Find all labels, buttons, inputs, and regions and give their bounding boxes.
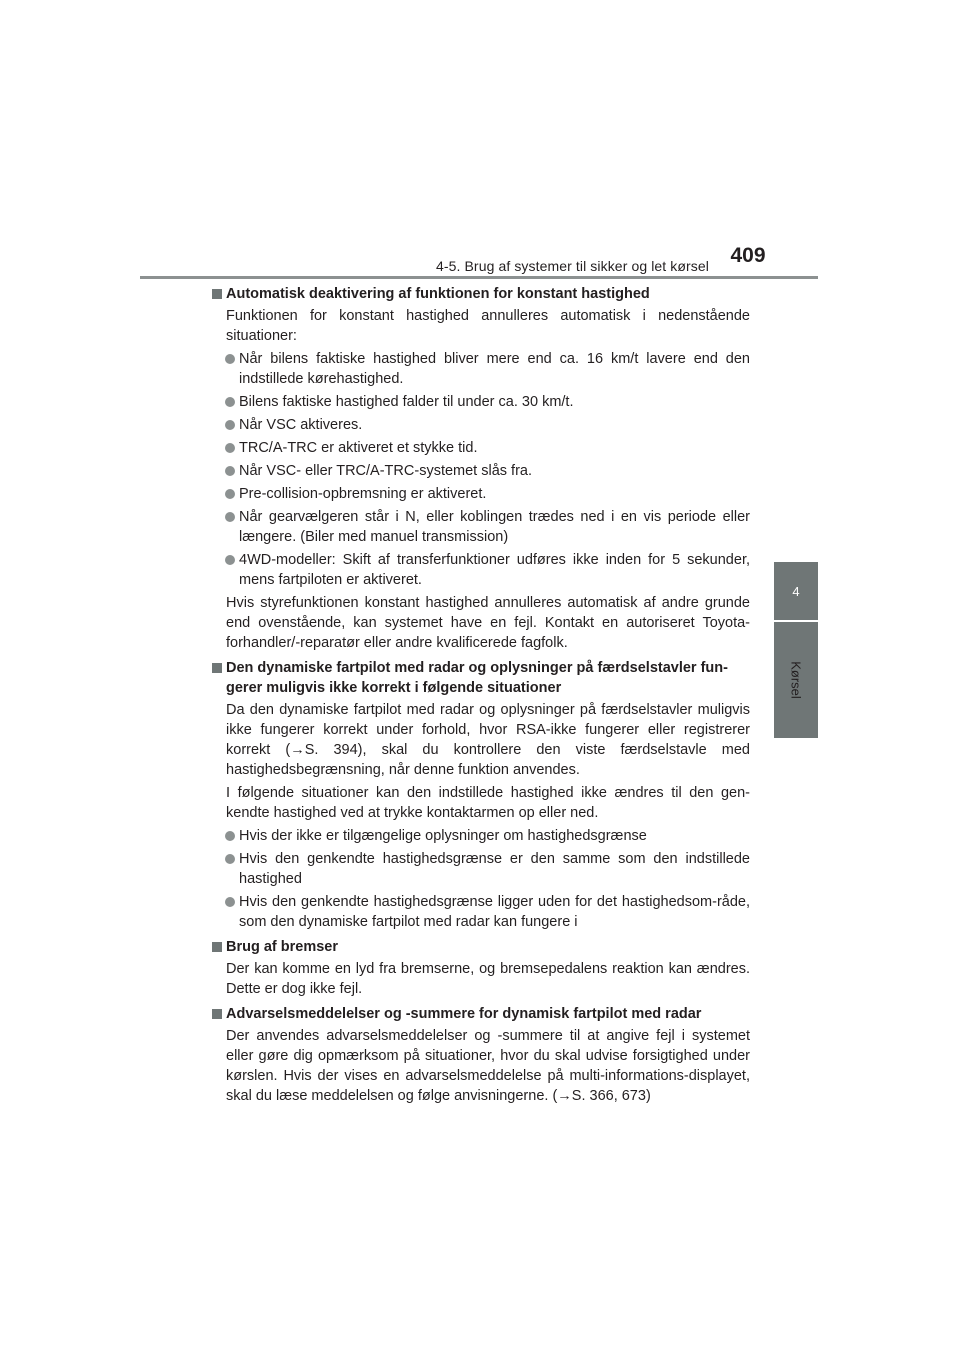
- square-bullet-icon: [212, 1009, 222, 1019]
- list-item: Når bilens faktiske hastighed bliver mere end ca. 16 km/t lavere end den indstillede kørehastighed.: [210, 349, 750, 389]
- round-bullet-icon: [225, 555, 235, 565]
- list-item: Når VSC- eller TRC/A-TRC-systemet slås fra.: [210, 461, 750, 481]
- square-bullet-icon: [212, 663, 222, 673]
- round-bullet-icon: [225, 354, 235, 364]
- round-bullet-icon: [225, 512, 235, 522]
- round-bullet-icon: [225, 443, 235, 453]
- paragraph: Funktionen for konstant hastighed annulleres automatisk i nedenstående situationer:: [226, 308, 750, 344]
- paragraph: Der kan komme en lyd fra bremserne, og bremsepedalens reaktion kan ændres. Dette er dog ikke fejl.: [226, 961, 750, 997]
- square-bullet-icon: [212, 289, 222, 299]
- list-item: 4WD-modeller: Skift af transferfunktioner udføres ikke inden for 5 sekunder, mens fartpiloten er aktiveret.: [210, 550, 750, 590]
- list-item: Hvis der ikke er tilgængelige oplysninger om hastighedsgrænse: [210, 826, 750, 846]
- round-bullet-icon: [225, 397, 235, 407]
- section-heading-brakes: Brug af bremser: [210, 937, 750, 957]
- list-item: Når gearvælgeren står i N, eller koblingen trædes ned i en vis periode eller længere. (Biler med manuel transmission): [210, 507, 750, 547]
- list-item: Bilens faktiske hastighed falder til under ca. 30 km/t.: [210, 392, 750, 412]
- square-bullet-icon: [212, 942, 222, 952]
- list-item: TRC/A-TRC er aktiveret et stykke tid.: [210, 438, 750, 458]
- page-content: [210, 279, 750, 1109]
- list-item: Pre-collision-opbremsning er aktiveret.: [210, 484, 750, 504]
- section-heading-road-signs: Den dynamiske fartpilot med radar og oplysninger på færdselstavler fun-gerer muligvis ikke korrekt i følgende situationer: [210, 658, 750, 698]
- round-bullet-icon: [225, 466, 235, 476]
- list-item: Hvis den genkendte hastighedsgrænse ligger uden for det hastighedsom-råde, som den dynamiske fartpilot med radar kan fungere i: [210, 892, 750, 932]
- chapter-tab-number[interactable]: [774, 562, 818, 620]
- chapter-tab-label[interactable]: [774, 622, 818, 738]
- section-heading-auto-cancel: Automatisk deaktivering af funktionen for konstant hastighed: [210, 284, 750, 304]
- round-bullet-icon: [225, 897, 235, 907]
- round-bullet-icon: [225, 489, 235, 499]
- list-item: Når VSC aktiveres.: [210, 415, 750, 435]
- page-number: 409: [730, 244, 766, 267]
- section-heading-warnings: Advarselsmeddelelser og -summere for dynamisk fartpilot med radar: [210, 1004, 750, 1024]
- round-bullet-icon: [225, 831, 235, 841]
- chapter-number: 4: [792, 583, 800, 599]
- paragraph: Da den dynamiske fartpilot med radar og oplysninger på færdselstavler muligvis ikke fungerer korrekt under forhold, hvor RSA-ikke fungerer eller registrerer korrekt (→S. 394), skal du kontrollere den viste færdselstavle med hastighedsbegrænsning, når denne funktion anvendes.: [226, 702, 750, 778]
- paragraph: Der anvendes advarselsmeddelelser og -summere til at angive fejl i systemet eller gøre dig opmærksom på situationer, hvor du skal udvise forsigtighed under kørslen. Hvis der vises en advarselsmeddelelse på multi-informations-displayet, skal du læse meddelelsen og følge anvisningerne. (→S. 366, 673): [226, 1028, 750, 1104]
- round-bullet-icon: [225, 854, 235, 864]
- section-title: 4-5. Brug af systemer til sikker og let kørsel: [435, 258, 709, 274]
- list-item: Hvis den genkendte hastighedsgrænse er den samme som den indstillede hastighed: [210, 849, 750, 889]
- paragraph: I følgende situationer kan den indstillede hastighed ikke ændres til den gen-kendte hastighed ved at trykke kontaktarmen op eller ned.: [226, 785, 750, 821]
- chapter-label: Kørsel: [788, 661, 804, 699]
- round-bullet-icon: [225, 420, 235, 430]
- paragraph: Hvis styrefunktionen konstant hastighed annulleres automatisk af andre grunde end ovenstående, kan systemet have en fejl. Kontakt en autoriseret Toyota-forhandler/-reparatør eller andre kvalificerede fagfolk.: [226, 595, 750, 651]
